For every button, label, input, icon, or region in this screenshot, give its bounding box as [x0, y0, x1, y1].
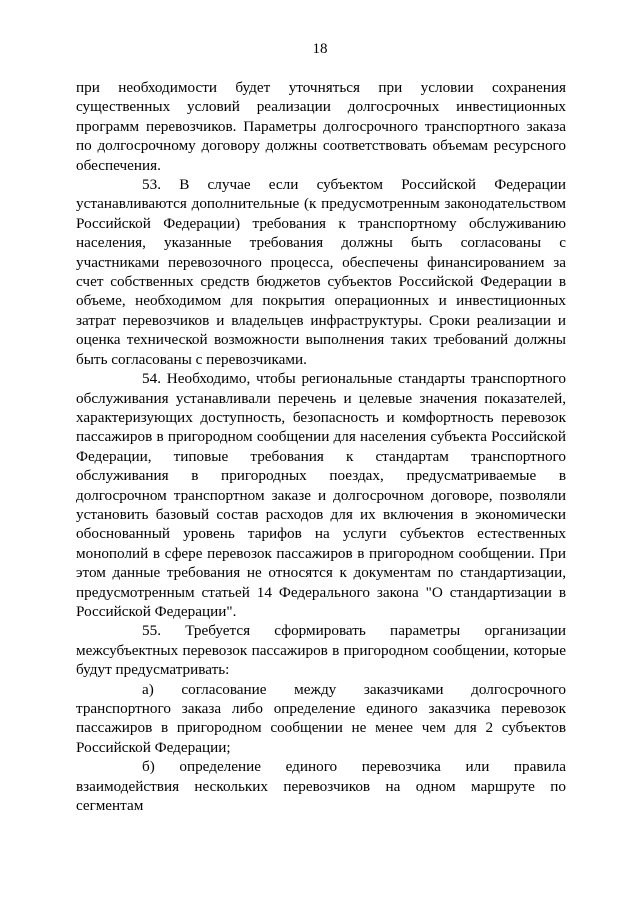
paragraph-55-b: б) определение единого перевозчика или правила взаимодействия нескольких перевозчиков на одном маршруте по сегментам	[76, 758, 566, 815]
paragraph-continuation: при необходимости будет уточняться при условии сохранения существенных условий реализации долгосрочных инвестиционных программ перевозчиков. Параметры долгосрочного транспортного заказа по долгосрочному договору должны соответствовать объемам ресурсного обеспечения.	[76, 79, 566, 174]
paragraph-55: 55. Требуется сформировать параметры организации межсубъектных перевозок пассажиров в пригородном сообщении, которые будут предусматривать:	[76, 622, 566, 679]
paragraph-55-a: а) согласование между заказчиками долгосрочного транспортного заказа либо определение единого заказчика перевозок пассажиров в пригородном сообщении не менее чем для 2 субъектов Российской Федерации;	[76, 680, 566, 756]
page-number: 18	[312, 41, 328, 57]
paragraph-54: 54. Необходимо, чтобы региональные стандарты транспортного обслуживания устанавливали перечень и целевые значения показателей, характеризующих доступность, безопасность и комфортность перевозок пассажиров в пригородном сообщении для населения субъекта Российской Федерации, типовые требования к стандартам транспортного обслуживания в пригородных поездах, предусматриваемые в долгосрочном транспортном заказе и долгосрочном договоре, позволяли установить базовый состав расходов для их включения в экономически обоснованный уровень тарифов на услуги субъектов естественных монополий в сфере перевозок пассажиров в пригородном сообщении. При этом данные требования не относятся к документам по стандартизации, предусмотренным статьей 14 Федерального закона "О стандартизации в Российской Федерации".	[76, 370, 566, 620]
document-body	[76, 78, 566, 815]
paragraph-53: 53. В случае если субъектом Российской Федерации устанавливаются дополнительные (к предусмотренным законодательством Российской Федерации) требования к транспортному обслуживанию населения, указанные требования должны быть согласованы с участниками перевозочного процесса, обеспечены финансированием за счет собственных средств бюджетов субъектов Российской Федерации в объеме, необходимом для покрытия операционных и инвестиционных затрат перевозчиков и владельцев инфраструктуры. Сроки реализации и оценка технической возможности выполнения таких требований должны быть согласованы с перевозчиками.	[76, 176, 566, 368]
